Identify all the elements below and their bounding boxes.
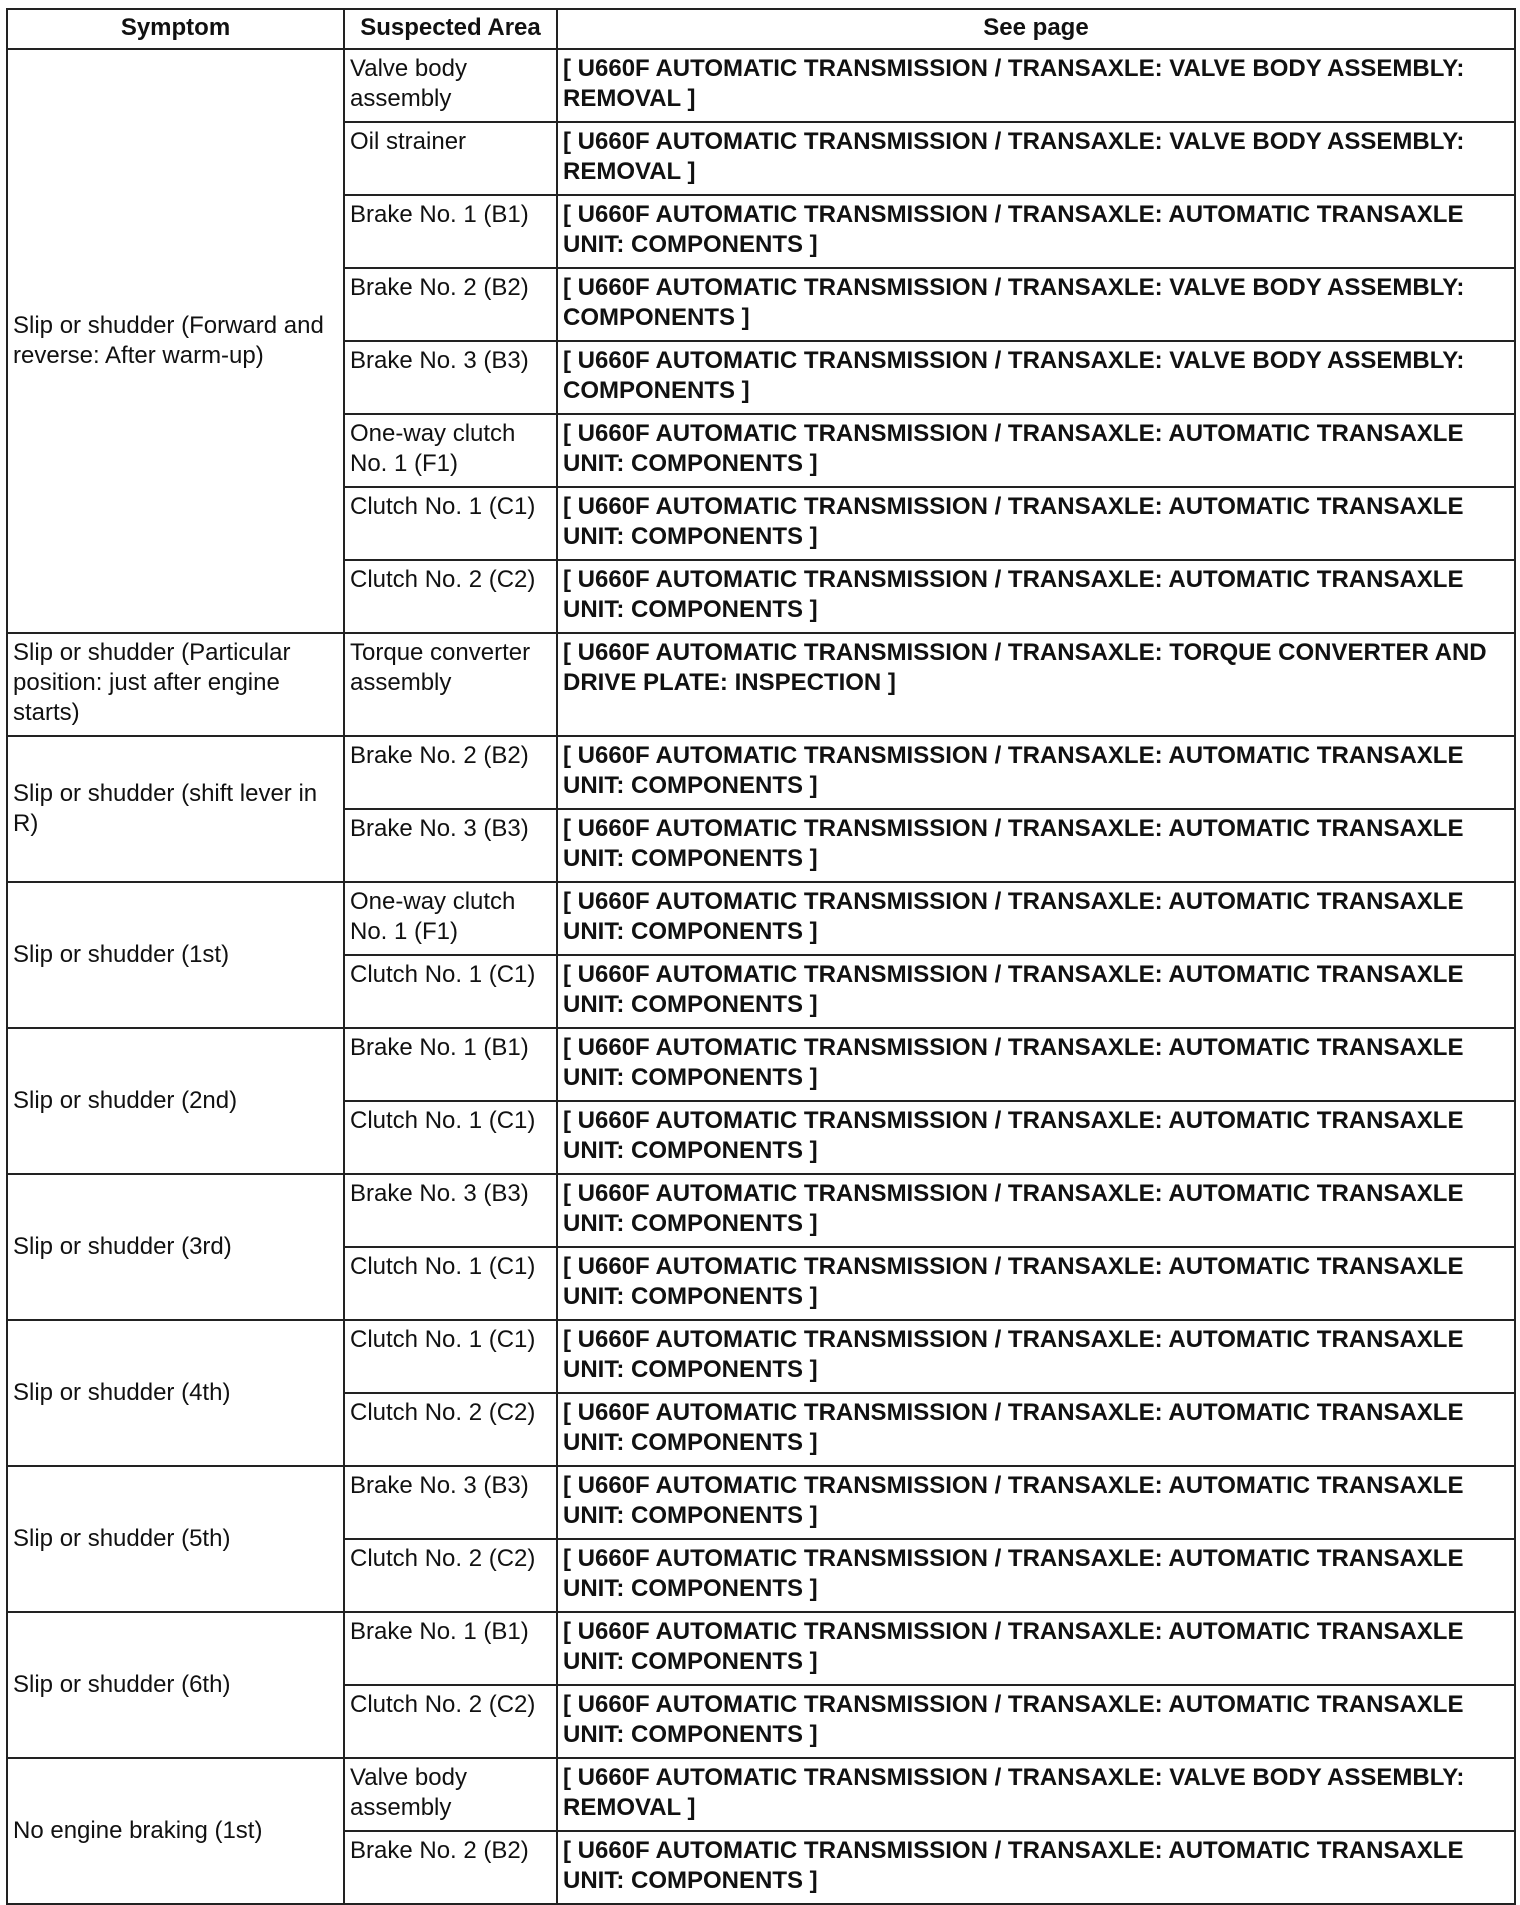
see-page-cell: [ U660F AUTOMATIC TRANSMISSION / TRANSAXLE: AUTOMATIC TRANSAXLE UNIT: COMPONENTS ]: [557, 1320, 1515, 1393]
table-row: [7, 1612, 1515, 1685]
see-page-cell: [ U660F AUTOMATIC TRANSMISSION / TRANSAXLE: AUTOMATIC TRANSAXLE UNIT: COMPONENTS ]: [557, 1393, 1515, 1466]
symptom-cell: Slip or shudder (shift lever in R): [7, 736, 344, 882]
table-row: [7, 1466, 1515, 1539]
symptom-cell: Slip or shudder (1st): [7, 882, 344, 1028]
suspected-area-cell: Brake No. 1 (B1): [344, 1028, 557, 1101]
see-page-cell: [ U660F AUTOMATIC TRANSMISSION / TRANSAXLE: VALVE BODY ASSEMBLY: REMOVAL ]: [557, 49, 1515, 122]
suspected-area-cell: Oil strainer: [344, 122, 557, 195]
suspected-area-cell: Brake No. 3 (B3): [344, 1466, 557, 1539]
suspected-area-cell: Brake No. 2 (B2): [344, 736, 557, 809]
see-page-cell: [ U660F AUTOMATIC TRANSMISSION / TRANSAXLE: VALVE BODY ASSEMBLY: COMPONENTS ]: [557, 268, 1515, 341]
suspected-area-cell: Brake No. 3 (B3): [344, 1174, 557, 1247]
see-page-cell: [ U660F AUTOMATIC TRANSMISSION / TRANSAXLE: AUTOMATIC TRANSAXLE UNIT: COMPONENTS ]: [557, 414, 1515, 487]
suspected-area-cell: Brake No. 2 (B2): [344, 268, 557, 341]
symptom-cell: Slip or shudder (3rd): [7, 1174, 344, 1320]
suspected-area-cell: Clutch No. 1 (C1): [344, 1320, 557, 1393]
suspected-area-cell: Clutch No. 2 (C2): [344, 1539, 557, 1612]
see-page-cell: [ U660F AUTOMATIC TRANSMISSION / TRANSAXLE: AUTOMATIC TRANSAXLE UNIT: COMPONENTS ]: [557, 1247, 1515, 1320]
see-page-cell: [ U660F AUTOMATIC TRANSMISSION / TRANSAXLE: TORQUE CONVERTER AND DRIVE PLATE: INSPECTION ]: [557, 633, 1515, 736]
suspected-area-cell: One-way clutch No. 1 (F1): [344, 882, 557, 955]
see-page-cell: [ U660F AUTOMATIC TRANSMISSION / TRANSAXLE: AUTOMATIC TRANSAXLE UNIT: COMPONENTS ]: [557, 736, 1515, 809]
header-suspected-area: Suspected Area: [344, 9, 557, 49]
suspected-area-cell: Brake No. 2 (B2): [344, 1831, 557, 1904]
see-page-cell: [ U660F AUTOMATIC TRANSMISSION / TRANSAXLE: AUTOMATIC TRANSAXLE UNIT: COMPONENTS ]: [557, 1466, 1515, 1539]
suspected-area-cell: Torque converter assembly: [344, 633, 557, 736]
suspected-area-cell: Clutch No. 2 (C2): [344, 1685, 557, 1758]
suspected-area-cell: Valve body assembly: [344, 49, 557, 122]
see-page-cell: [ U660F AUTOMATIC TRANSMISSION / TRANSAXLE: AUTOMATIC TRANSAXLE UNIT: COMPONENTS ]: [557, 1831, 1515, 1904]
see-page-cell: [ U660F AUTOMATIC TRANSMISSION / TRANSAXLE: AUTOMATIC TRANSAXLE UNIT: COMPONENTS ]: [557, 560, 1515, 633]
table-header-row: [7, 9, 1515, 49]
see-page-cell: [ U660F AUTOMATIC TRANSMISSION / TRANSAXLE: AUTOMATIC TRANSAXLE UNIT: COMPONENTS ]: [557, 1174, 1515, 1247]
table-row: [7, 1320, 1515, 1393]
suspected-area-cell: One-way clutch No. 1 (F1): [344, 414, 557, 487]
suspected-area-cell: Clutch No. 2 (C2): [344, 1393, 557, 1466]
symptom-cell: Slip or shudder (6th): [7, 1612, 344, 1758]
suspected-area-cell: Brake No. 3 (B3): [344, 341, 557, 414]
symptom-cell: Slip or shudder (2nd): [7, 1028, 344, 1174]
see-page-cell: [ U660F AUTOMATIC TRANSMISSION / TRANSAXLE: AUTOMATIC TRANSAXLE UNIT: COMPONENTS ]: [557, 882, 1515, 955]
table-row: [7, 736, 1515, 809]
see-page-cell: [ U660F AUTOMATIC TRANSMISSION / TRANSAXLE: AUTOMATIC TRANSAXLE UNIT: COMPONENTS ]: [557, 1539, 1515, 1612]
table-row: [7, 882, 1515, 955]
table-row: [7, 1028, 1515, 1101]
suspected-area-cell: Brake No. 3 (B3): [344, 809, 557, 882]
table-row: [7, 633, 1515, 736]
suspected-area-cell: Brake No. 1 (B1): [344, 1612, 557, 1685]
table-row: [7, 1174, 1515, 1247]
see-page-cell: [ U660F AUTOMATIC TRANSMISSION / TRANSAXLE: AUTOMATIC TRANSAXLE UNIT: COMPONENTS ]: [557, 487, 1515, 560]
see-page-cell: [ U660F AUTOMATIC TRANSMISSION / TRANSAXLE: VALVE BODY ASSEMBLY: REMOVAL ]: [557, 1758, 1515, 1831]
symptom-cell: No engine braking (1st): [7, 1758, 344, 1904]
see-page-cell: [ U660F AUTOMATIC TRANSMISSION / TRANSAXLE: AUTOMATIC TRANSAXLE UNIT: COMPONENTS ]: [557, 1612, 1515, 1685]
suspected-area-cell: Clutch No. 1 (C1): [344, 955, 557, 1028]
symptom-cell: Slip or shudder (5th): [7, 1466, 344, 1612]
symptom-cell: Slip or shudder (4th): [7, 1320, 344, 1466]
symptom-cell: Slip or shudder (Particular position: just after engine starts): [7, 633, 344, 736]
header-symptom: Symptom: [7, 9, 344, 49]
see-page-cell: [ U660F AUTOMATIC TRANSMISSION / TRANSAXLE: VALVE BODY ASSEMBLY: REMOVAL ]: [557, 122, 1515, 195]
suspected-area-cell: Clutch No. 2 (C2): [344, 560, 557, 633]
suspected-area-cell: Clutch No. 1 (C1): [344, 1101, 557, 1174]
symptom-cell: Slip or shudder (Forward and reverse: After warm-up): [7, 49, 344, 633]
suspected-area-cell: Brake No. 1 (B1): [344, 195, 557, 268]
see-page-cell: [ U660F AUTOMATIC TRANSMISSION / TRANSAXLE: VALVE BODY ASSEMBLY: COMPONENTS ]: [557, 341, 1515, 414]
table-row: [7, 1758, 1515, 1831]
see-page-cell: [ U660F AUTOMATIC TRANSMISSION / TRANSAXLE: AUTOMATIC TRANSAXLE UNIT: COMPONENTS ]: [557, 955, 1515, 1028]
symptom-table: [6, 8, 1516, 1905]
see-page-cell: [ U660F AUTOMATIC TRANSMISSION / TRANSAXLE: AUTOMATIC TRANSAXLE UNIT: COMPONENTS ]: [557, 1028, 1515, 1101]
see-page-cell: [ U660F AUTOMATIC TRANSMISSION / TRANSAXLE: AUTOMATIC TRANSAXLE UNIT: COMPONENTS ]: [557, 1101, 1515, 1174]
see-page-cell: [ U660F AUTOMATIC TRANSMISSION / TRANSAXLE: AUTOMATIC TRANSAXLE UNIT: COMPONENTS ]: [557, 195, 1515, 268]
see-page-cell: [ U660F AUTOMATIC TRANSMISSION / TRANSAXLE: AUTOMATIC TRANSAXLE UNIT: COMPONENTS ]: [557, 1685, 1515, 1758]
see-page-cell: [ U660F AUTOMATIC TRANSMISSION / TRANSAXLE: AUTOMATIC TRANSAXLE UNIT: COMPONENTS ]: [557, 809, 1515, 882]
table-row: [7, 49, 1515, 122]
suspected-area-cell: Clutch No. 1 (C1): [344, 487, 557, 560]
suspected-area-cell: Clutch No. 1 (C1): [344, 1247, 557, 1320]
suspected-area-cell: Valve body assembly: [344, 1758, 557, 1831]
header-see-page: See page: [557, 9, 1515, 49]
